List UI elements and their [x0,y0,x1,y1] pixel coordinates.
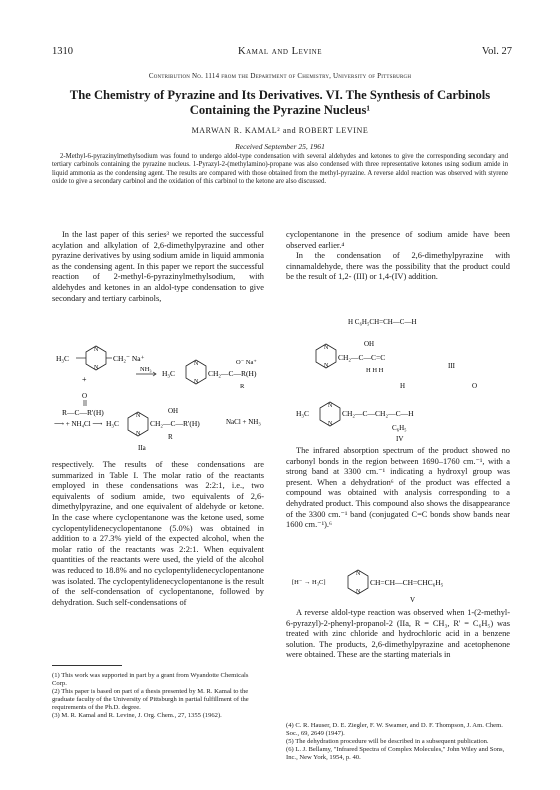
svg-text:N: N [136,413,141,419]
scheme-label: [H⁻ → H₃C] [292,579,326,586]
scheme-label: H C₆H₅CH=CH—C—H [348,318,417,326]
scheme-label: NH₃ [140,366,152,373]
scheme-label: III [448,362,455,370]
left-col-para-1 [52,230,264,304]
title-line-2: Containing the Pyrazine Nucleus¹ [189,103,371,117]
scheme-label: O [472,382,478,390]
running-title: Kamal and Levine [237,46,322,57]
scheme-label: H₃C [296,409,310,418]
svg-text:N: N [324,363,329,369]
footnote: (3) M. R. Kamal and R. Levine, J. Org. Chem., 27, 1355 (1962). [52,712,222,719]
footnote: (5) The dehydration procedure will be described in a subsequent publication. [286,738,489,745]
scheme-label: CH₂⁻ Na⁺ [113,354,145,363]
svg-text:N: N [356,589,361,595]
scheme-label: ⟶ + NH₄Cl ⟶ [54,420,103,428]
scheme-label: O [82,392,88,400]
scheme-label: CH₂—C—CH₂—C—H [342,409,414,418]
svg-text:N: N [324,345,329,351]
svg-text:N: N [94,365,99,371]
scheme-label: IIa [138,444,146,452]
footnotes-right [286,722,510,762]
scheme-label: H [400,382,406,390]
abstract: 2-Methyl-6-pyrazinylmethylsodium was found to undergo aldol-type condensation with several aldehydes and ketones to give the corresponding secondary and tertiary carbinols containing the pyrazine nucleus. 1-Pyrazyl-2-(methylamino)-propane was also condensed with three representative ketones using sodium amide in liquid ammonia as the condensing agent. The results are compared with those obtained from the methyl-pyrazine. A reverse aldol reaction was observed with styrene oxide to give a secondary carbinol and the oxidation of this carbinol to the ketone are also discussed. [52,153,508,186]
left-col-para-2 [52,460,264,608]
scheme-label: CH₂—C—R'(H) [150,419,200,428]
reaction-scheme-right [288,310,512,444]
svg-text:N: N [328,421,333,427]
scheme-label: CH₂—C—C=C [338,353,386,362]
scheme-label: C₆H₅ [392,424,407,432]
scheme-label: CH₂—C—R(H) [208,369,257,378]
scheme-label: V [410,596,416,604]
footnote: (2) This paper is based on part of a thesis presented by M. R. Kamal to the graduate faculty of the University of Pittsburgh in partial fulfillment of the requirements of the Ph.D. degree. [52,688,249,711]
paragraph: In the condensation of 2,6-dimethylpyrazine with cinnamaldehyde, there was the possibility that the product could be the result of 1,2- (III) or 1,4-(IV) addition. [286,251,510,282]
svg-text:N: N [94,347,99,353]
contribution-line: Contribution No. 1114 from the Department of Chemistry, University of Pittsburgh [148,72,412,80]
scheme-label: R [240,383,245,390]
scheme-label: R—C—R'(H) [62,408,104,417]
scheme-label: H₃C [162,369,176,378]
footnote: (4) C. R. Hauser, D. E. Ziegler, F. W. Swamer, and D. F. Thompson, J. Am. Chem. Soc., 69, 2649 (1947). [286,722,503,737]
scheme-label: NaCl + NH₃ [226,418,261,426]
footnote: (6) L. J. Bellamy, "Infrared Spectra of Complex Molecules," John Wiley and Sons, Inc., New York, 1954, p. 40. [286,746,505,761]
svg-text:N: N [328,403,333,409]
reaction-scheme-v [288,566,512,606]
paragraph: In the last paper of this series³ we reported the successful acylation and alkylation of 2,6-dimethylpyrazine and other pyrazine derivatives by using sodium amide in liquid ammonia as the condensing agent. In this paper we report the successful reaction of 2-methyl-6-pyrazinylmethylsodium, with aldehydes and ketones in an aldol-type condensation to give secondary and tertiary carbinols, [52,230,264,303]
right-col-para-4 [286,608,510,661]
paragraph: The infrared absorption spectrum of the product showed no carbonyl bonds in the region between 1690–1760 cm.⁻¹, with a strong band at 3300 cm.⁻¹ indicating a hydroxyl group was present. When a dehydration⁶ of the product was effected a compound was obtained with analysis corresponding to a dehydrated product. This compound also shows the disappearance of the 3300 cm.⁻¹ band (conjugated C=C bonds show bands near 1600 cm.⁻¹).⁶ [286,446,510,530]
scheme-label: + [82,375,87,384]
footnote: (1) This work was supported in part by a grant from Wyandotte Chemicals Corp. [52,672,249,687]
scheme-label: OH [168,407,179,415]
scheme-label: CH=CH—CH=CHC₆H₅ [370,578,444,587]
right-col-para-3 [286,446,510,531]
volume-label: Vol. 27 [481,46,512,57]
svg-text:N: N [194,379,199,385]
scheme-label: H H H [366,367,384,374]
reaction-scheme-left-step2 [50,404,272,454]
paragraph: cyclopentanone in the presence of sodium amide have been observed earlier.⁴ [286,230,510,250]
svg-text:N: N [136,431,141,437]
scheme-label: OH [364,340,375,348]
svg-text:N: N [356,571,361,577]
scheme-label: H₃C [106,419,120,428]
received-date: Received September 25, 1961 [235,142,325,151]
footnotes-left [52,672,264,720]
article-title [20,88,540,118]
scheme-label: O⁻ Na⁺ [236,359,257,366]
footnote-rule [52,665,122,666]
paragraph: respectively. The results of these condensations are summarized in Table I. The molar ratio of the reactants employed in these condensations was 2:2:1, i.e., two equivalents of sodium amide, two equivalents of 2,6-dimethylpyrazine, and one equivalent of aldehyde or ketone. In the case where cyclopentanone was the ketone used, some cyclopentylidenecyclopentanone (5.0%) was obtained in addition to a 27.3% yield of the expected alcohol, when the molar ratio of the reactants was 2:2:1. When equivalent quantities of the reactants were used, the yield of the alcohol was reduced to 18.8% and no cyclopentylidenecyclopentanone was isolated. The cyclopentylidenecyclopentanone is the result of the self-condensation of cyclopentanone, followed by dehydration. Such self-condensations of [52,460,264,607]
svg-text:N: N [194,361,199,367]
scheme-label: H₃C [56,354,70,363]
paragraph: A reverse aldol-type reaction was observed when 1-(2-methyl-6-pyrazyl)-2-phenyl-propanol-2 (IIa, R = CH₃, R' = C₆H₅) was treated with zinc chloride and hydrochloric acid in a benzene solution. The products, 2,6-dimethylpyrazine and acetophenone were obtained. These are the starting materials in [286,608,510,660]
authors: MARWAN R. KAMAL² and ROBERT LEVINE [191,126,369,135]
title-line-1: The Chemistry of Pyrazine and Its Derivatives. VI. The Synthesis of Carbinols [69,88,491,102]
scheme-label: R [168,433,173,441]
scheme-label: IV [396,435,404,443]
page-number: 1310 [52,46,73,57]
right-col-top [286,230,510,283]
